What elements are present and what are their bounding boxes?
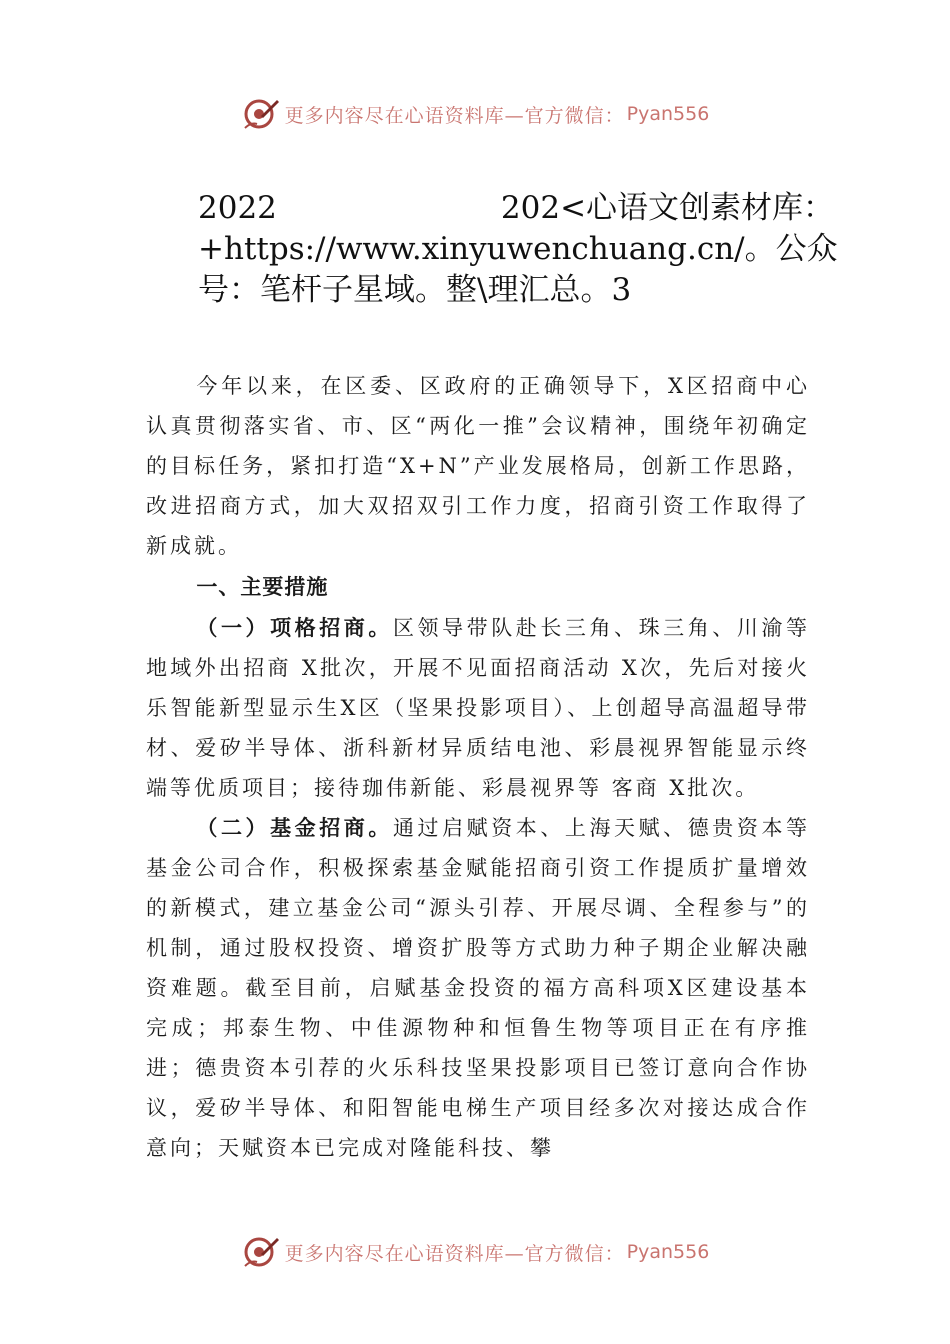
paragraph-item-2 [146, 808, 810, 1168]
item-label: （二）基金招商。 [196, 815, 393, 840]
title-rest: 202<心语文创素材库：+https://www.xinyuwenchuang.cn/。公众号：笔杆子星域。整\理汇总。3 [198, 190, 838, 308]
document-title [198, 188, 838, 311]
intro-paragraph: 今年以来，在区委、区政府的正确领导下，X区招商中心认真贯彻落实省、市、区“两化一推”会议精神，围绕年初确定的目标任务，紧扣打造“X+N”产业发展格局，创新工作思路，改进招商方式，加大双招双引工作力度，招商引资工作取得了新成就。 [146, 374, 810, 558]
header-watermark-banner [0, 92, 950, 136]
pen-logo-icon [241, 1232, 281, 1272]
section-heading: 一、主要措施 [196, 574, 329, 599]
banner-text: 更多内容尽在心语资料库—官方微信： [284, 1242, 625, 1265]
banner-wechat-id: Pyan556 [626, 1241, 710, 1263]
document-body [146, 366, 810, 1168]
pen-logo-icon [241, 94, 281, 134]
item-label: （一）项格招商。 [196, 615, 393, 640]
banner-wechat-id: Pyan556 [626, 103, 710, 125]
item-text: 通过启赋资本、上海天赋、德贵资本等基金公司合作，积极探索基金赋能招商引资工作提质扩量增效的新模式，建立基金公司“源头引荐、开展尽调、全程参与”的机制，通过股权投资、增资扩股等方式助力种子期企业解决融资难题。截至目前，启赋基金投资的福方高科项X区建设基本完成；邦泰生物、中佳源物种和恒鲁生物等项目正在有序推进；德贵资本引荐的火乐科技坚果投影项目已签订意向合作协议，爱矽半导体、和阳智能电梯生产项目经多次对接达成合作意向；天赋资本已完成对隆能科技、攀 [146, 816, 811, 1160]
title-year: 2022 [198, 190, 277, 226]
banner-text: 更多内容尽在心语资料库—官方微信： [284, 104, 625, 127]
item-text: 区领导带队赴长三角、珠三角、川渝等地域外出招商 X批次，开展不见面招商活动 X次，先后对接火乐智能新型显示生X区（坚果投影项目）、上创超导高温超导带材、爱矽半导体、浙科新材异质结电池、彩晨视界智能显示终端等优质项目；接待珈伟新能、彩晨视界等 客商 X批次。 [146, 616, 811, 800]
paragraph-item-1 [146, 608, 810, 808]
footer-watermark-banner [0, 1230, 950, 1274]
